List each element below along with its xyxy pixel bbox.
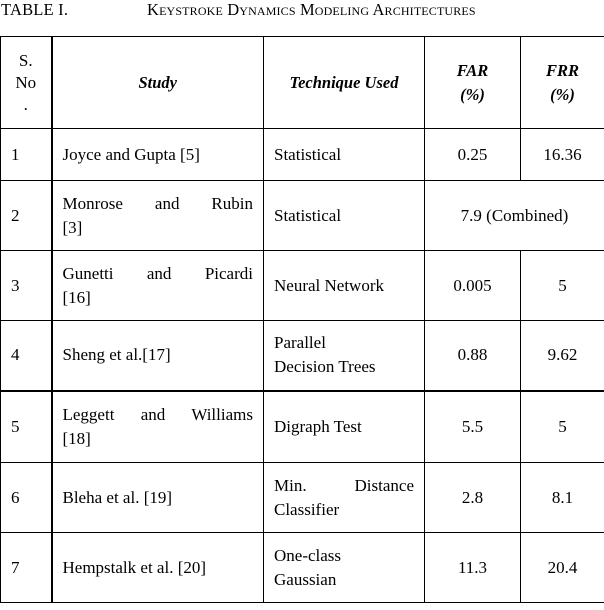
frr-cell: 8.1 — [521, 463, 604, 533]
row-number: 1 — [1, 129, 52, 181]
table-row — [1, 321, 604, 391]
architectures-table — [0, 36, 604, 603]
study-cell: Sheng et al.[17] — [52, 321, 264, 391]
technique-cell — [264, 533, 425, 603]
frr-cell: 5 — [521, 391, 604, 463]
technique-cell: Digraph Test — [264, 391, 425, 463]
study-cell — [52, 391, 264, 463]
table-row — [1, 533, 604, 603]
technique-cell — [264, 463, 425, 533]
far-cell: 0.88 — [425, 321, 521, 391]
study-line1: Gunetti and Picardi — [62, 263, 253, 283]
technique-line2: Gaussian — [274, 569, 337, 589]
frr-cell: 5 — [521, 251, 604, 321]
header-study: Study — [52, 37, 264, 129]
study-line2: [3] — [62, 217, 83, 237]
row-number: 3 — [1, 251, 52, 321]
header-frr — [521, 37, 604, 129]
row-number: 2 — [1, 181, 52, 251]
header-row — [1, 37, 604, 129]
row-number: 5 — [1, 391, 52, 463]
far-cell: 0.25 — [425, 129, 521, 181]
study-line2: [16] — [62, 287, 91, 307]
technique-cell: Neural Network — [264, 251, 425, 321]
table-title: Keystroke Dynamics Modeling Architectures — [147, 0, 476, 19]
header-technique: Technique Used — [264, 37, 425, 129]
header-sno — [1, 37, 52, 129]
header-far — [425, 37, 521, 129]
technique-line1: One-class — [274, 545, 342, 565]
far-cell: 5.5 — [425, 391, 521, 463]
study-cell — [52, 251, 264, 321]
study-line1: Leggett and Williams — [62, 404, 253, 424]
frr-cell: 16.36 — [521, 129, 604, 181]
row-number: 7 — [1, 533, 52, 603]
row-number: 6 — [1, 463, 52, 533]
combined-rate-cell: 7.9 (Combined) — [425, 181, 604, 251]
technique-line2: Decision Trees — [274, 357, 376, 377]
table-caption — [0, 0, 604, 26]
header-sno-line2: No — [15, 72, 37, 92]
study-line2: [18] — [62, 428, 91, 448]
table-row — [1, 181, 604, 251]
study-cell: Joyce and Gupta [5] — [52, 129, 264, 181]
study-cell: Hempstalk et al. [20] — [52, 533, 264, 603]
study-cell — [52, 181, 264, 251]
frr-cell: 20.4 — [521, 533, 604, 603]
table-number: TABLE I. — [1, 0, 69, 19]
technique-cell: Statistical — [264, 181, 425, 251]
header-far-line1: FAR — [456, 60, 489, 80]
technique-cell — [264, 321, 425, 391]
table-row — [1, 391, 604, 463]
technique-line1: Parallel — [274, 333, 326, 353]
header-frr-line2: (%) — [550, 84, 575, 104]
row-number: 4 — [1, 321, 52, 391]
technique-line2: Classifier — [274, 499, 340, 519]
header-frr-line1: FRR — [545, 60, 580, 80]
far-cell: 2.8 — [425, 463, 521, 533]
far-cell: 11.3 — [425, 533, 521, 603]
table-row — [1, 463, 604, 533]
study-cell: Bleha et al. [19] — [52, 463, 264, 533]
technique-cell: Statistical — [264, 129, 425, 181]
frr-cell: 9.62 — [521, 321, 604, 391]
header-sno-line1: S. — [18, 50, 33, 70]
table-row — [1, 251, 604, 321]
study-line1: Monrose and Rubin — [62, 193, 253, 213]
header-far-line2: (%) — [460, 84, 485, 104]
far-cell: 0.005 — [425, 251, 521, 321]
technique-line1: Min. Distance — [274, 475, 414, 495]
table-row — [1, 129, 604, 181]
header-sno-line3: . — [23, 94, 28, 114]
